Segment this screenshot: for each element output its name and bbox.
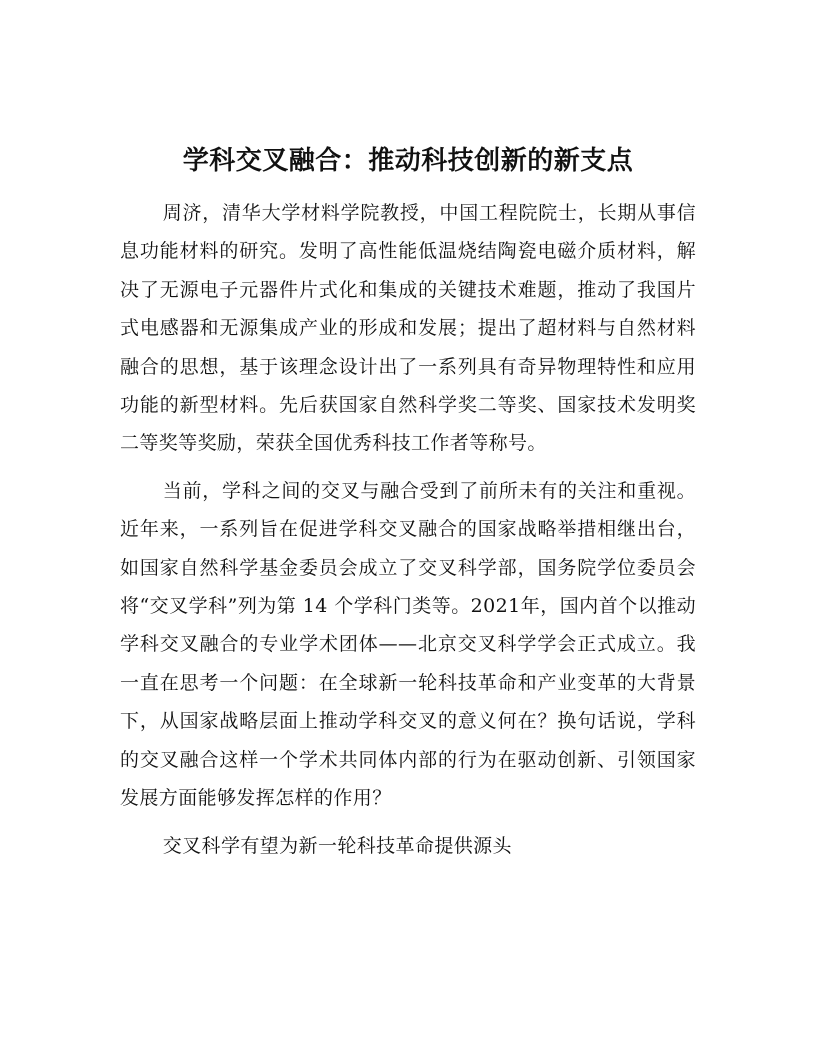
document-body [120, 194, 696, 865]
section-heading: 交叉科学有望为新一轮科技革命提供源头 [162, 834, 512, 857]
document-title: 学科交叉融合：推动科技创新的新支点 [182, 146, 634, 176]
paragraph-introduction: 当前，学科之间的交叉与融合受到了前所未有的关注和重视。近年来，一系列旨在促进学科交叉融合的国家战略举措相继出台，如国家自然科学基金委员会成立了交叉科学部，国务院学位委员会将“交叉学科”列为第 14 个学科门类等。2021年，国内首个以推动学科交叉融合的专业学术团体——北京交叉科学学会正式成立。我一直在思考一个问题：在全球新一轮科技革命和产业变革的大背景下，从国家战略层面上推动学科交叉的意义何在？换句话说，学科的交叉融合这样一个学术共同体内部的行为在驱动创新、引领国家发展方面能够发挥怎样的作用？ [120, 479, 696, 810]
paragraph-author-bio: 周济，清华大学材料学院教授，中国工程院院士，长期从事信息功能材料的研究。发明了高性能低温烧结陶瓷电磁介质材料，解决了无源电子元器件片式化和集成的关键技术难题，推动了我国片式电感器和无源集成产业的形成和发展；提出了超材料与自然材料融合的思想，基于该理念设计出了一系列具有奇异物理特性和应用功能的新型材料。先后获国家自然科学奖二等奖、国家技术发明奖二等奖等奖励，荣获全国优秀科技工作者等称号。 [120, 202, 696, 455]
